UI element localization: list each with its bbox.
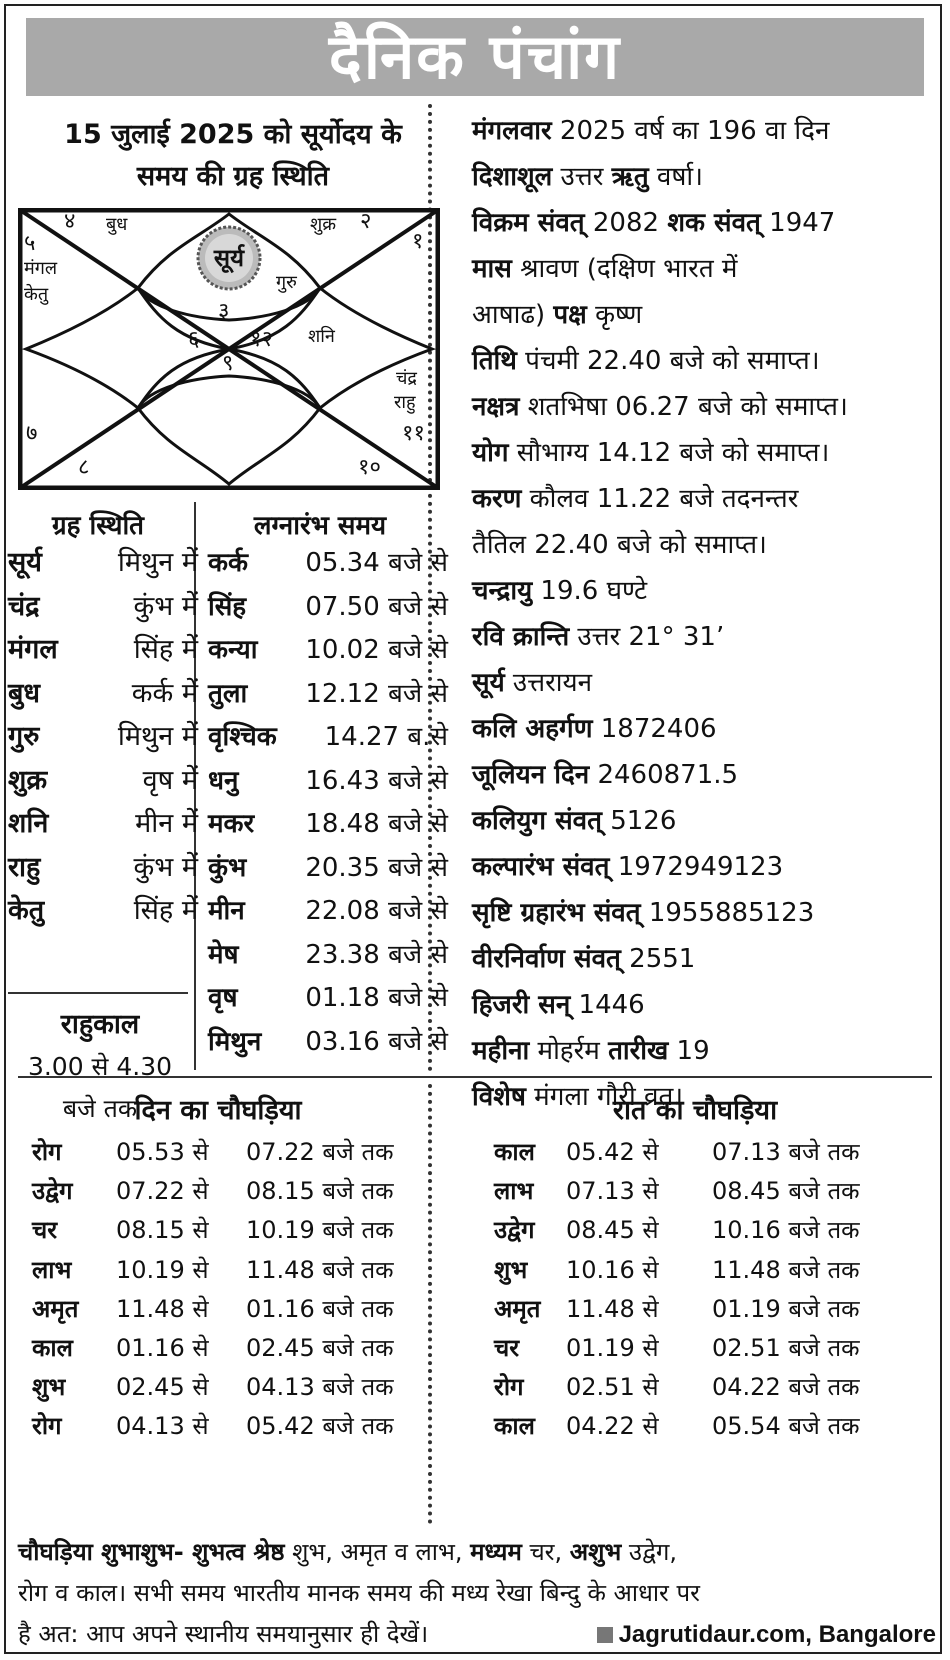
planet-name: गुरु <box>8 721 40 752</box>
info-value: 1947 <box>760 208 836 238</box>
info-value: कौलव 11.22 बजे तदनन्तर <box>521 484 799 514</box>
page-title: दैनिक पंचांग <box>328 20 622 93</box>
chaughadiya-to: 05.54 बजे तक <box>712 1412 860 1441</box>
rahukaal-time-line2: बजे तक <box>62 1094 138 1123</box>
lagna-row <box>208 845 448 891</box>
footer-credit <box>597 1614 936 1655</box>
chaughadiya-row <box>32 1210 452 1251</box>
info-label: नक्षत्र <box>472 392 520 422</box>
footer-text-2: चर, <box>521 1538 570 1566</box>
chaughadiya-row <box>32 1406 452 1447</box>
lagna-time: 12.12 बजे से <box>305 678 448 709</box>
lagna-row <box>208 1019 448 1065</box>
chaughadiya-name: रोग <box>32 1412 62 1441</box>
info-label: हिजरी सन् <box>472 990 571 1020</box>
lagna-rashi: वृष <box>208 983 238 1013</box>
lagna-row <box>208 627 448 673</box>
planet-row <box>8 845 198 891</box>
chaughadiya-to: 01.16 बजे तक <box>246 1294 394 1323</box>
chaughadiya-from: 05.42 से <box>566 1138 659 1166</box>
chaughadiya-to: 10.16 बजे तक <box>712 1216 860 1245</box>
info-value: 1955885123 <box>640 898 815 928</box>
info-line <box>472 1028 942 1074</box>
chaughadiya-row <box>494 1250 914 1291</box>
chaughadiya-name: रोग <box>32 1138 62 1166</box>
planet-sign: मिथुन में <box>117 547 198 578</box>
chaughadiya-name: लाभ <box>494 1177 534 1206</box>
info-line <box>472 338 942 384</box>
chaughadiya-from: 10.16 से <box>566 1255 659 1284</box>
planet-sign: कुंभ में <box>133 590 198 622</box>
chaughadiya-to: 02.45 बजे तक <box>246 1334 394 1362</box>
lagna-rashi: वृश्चिक <box>208 722 277 752</box>
lagna-rashi: कुंभ <box>208 852 247 883</box>
chaughadiya-to: 10.19 बजे तक <box>246 1216 394 1245</box>
info-label: पक्ष <box>553 300 587 330</box>
info-label: योग <box>472 438 509 468</box>
info-line <box>472 844 942 890</box>
info-value: कृष्ण <box>586 300 643 330</box>
info-line <box>472 798 942 844</box>
kundali-mangal: मंगल <box>24 258 58 279</box>
info-label: रवि क्रान्ति <box>472 622 570 652</box>
chaughadiya-from: 05.53 से <box>116 1138 209 1166</box>
planet-row <box>8 671 198 717</box>
kundali-rahu: राहु <box>394 392 416 413</box>
info-value: 1972949123 <box>609 852 784 882</box>
chaughadiya-name: चर <box>494 1334 520 1362</box>
chaughadiya-row <box>494 1406 914 1447</box>
chaughadiya-name: काल <box>494 1138 535 1166</box>
chaughadiya-name: काल <box>32 1334 73 1362</box>
planet-sign: सिंह में <box>133 895 198 926</box>
info-line <box>472 568 942 614</box>
info-value: पंचमी 22.40 बजे को समाप्त। <box>516 346 820 376</box>
planet-row <box>8 627 198 673</box>
kundali-house-2: २ <box>360 209 372 234</box>
chaughadiya-to: 08.15 बजे तक <box>246 1177 394 1206</box>
info-line <box>472 200 942 246</box>
info-value: 1446 <box>570 990 645 1020</box>
panchang-details <box>472 108 942 1120</box>
info-line <box>472 384 942 430</box>
chaughadiya-name: उद्वेग <box>32 1177 73 1206</box>
lagna-time: 07.50 बजे से <box>305 591 448 622</box>
info-label: कलियुग संवत् <box>472 806 602 836</box>
footer-line-3-text: है अत: आप अपने स्थानीय समयानुसार ही देखें। <box>18 1620 429 1648</box>
planet-sign: मिथुन में <box>117 721 198 752</box>
info-label: करण <box>472 484 522 514</box>
lagna-time: 16.43 बजे से <box>305 765 448 796</box>
planet-name: बुध <box>8 677 41 709</box>
chaughadiya-from: 04.22 से <box>566 1412 659 1441</box>
kundali-chart <box>18 208 440 490</box>
planet-name: सूर्य <box>8 547 42 578</box>
info-value: 2460871.5 <box>589 760 739 790</box>
chaughadiya-row <box>494 1367 914 1408</box>
planet-name: राहु <box>8 851 41 883</box>
footer-bold-1: चौघड़िया शुभाशुभ- शुभत्व श्रेष्ठ <box>18 1538 285 1566</box>
footer-text-3: उद्वेग, <box>621 1538 678 1566</box>
lagna-time: 10.02 बजे से <box>305 635 448 665</box>
lagna-row <box>208 714 448 760</box>
lagna-time: 20.35 बजे से <box>305 852 448 883</box>
chaughadiya-from: 01.16 से <box>116 1334 209 1362</box>
kundali-house-1: १ <box>412 229 424 254</box>
info-value: आषाढ) <box>472 300 554 330</box>
chaughadiya-row <box>32 1289 452 1330</box>
square-bullet-icon <box>597 1627 613 1643</box>
info-label: ऋतु <box>611 162 649 192</box>
footer-line-3 <box>18 1614 936 1655</box>
info-value: 1872406 <box>592 714 717 744</box>
footer-credit-text: Jagrutidaur.com, Bangalore <box>618 1621 936 1648</box>
chaughadiya-name: शुभ <box>494 1255 528 1284</box>
kundali-house-12: १२ <box>250 327 273 352</box>
chaughadiya-row <box>494 1328 914 1369</box>
footer-bold-2: मध्यम <box>470 1538 522 1566</box>
kundali-ketu: केतु <box>24 284 49 305</box>
chaughadiya-to: 08.45 बजे तक <box>712 1177 860 1206</box>
info-line <box>472 936 942 982</box>
kundali-guru: गुरु <box>276 272 297 293</box>
chaughadiya-from: 10.19 से <box>116 1255 209 1284</box>
lagna-row <box>208 758 448 804</box>
lagna-row <box>208 801 448 847</box>
info-value: 2551 <box>620 944 696 974</box>
kundali-shukra: शुक्र <box>310 214 337 235</box>
chaughadiya-name: रोग <box>494 1373 524 1402</box>
info-label: सूर्य <box>472 668 505 698</box>
chaughadiya-from: 11.48 से <box>566 1294 659 1323</box>
info-value: वर्षा। <box>648 162 703 192</box>
day-chaughadiya-heading: दिन का चौघड़िया <box>134 1095 302 1126</box>
info-label: वीरनिर्वाण संवत् <box>472 944 621 974</box>
lagna-rashi: मकर <box>208 809 255 839</box>
info-line <box>472 614 942 660</box>
kundali-budh: बुध <box>106 214 128 235</box>
info-line <box>472 154 942 200</box>
chaughadiya-row <box>494 1289 914 1330</box>
kundali-sun-label: सूर्य <box>213 244 245 272</box>
info-label: महीना <box>472 1036 530 1066</box>
info-value: उत्तर <box>552 162 612 192</box>
info-label: कल्पारंभ संवत् <box>472 852 610 882</box>
info-value: श्रावण (दक्षिण भारत में <box>511 254 738 284</box>
night-chaughadiya-heading: रात का चौघड़िया <box>612 1095 778 1126</box>
planet-row <box>8 714 198 760</box>
kundali-house-3: ३ <box>218 299 230 324</box>
kundali-house-8: ८ <box>78 455 90 480</box>
info-label: शक संवत् <box>667 208 761 238</box>
lagna-row <box>208 975 448 1021</box>
info-value: शतभिषा 06.27 बजे को समाप्त। <box>519 392 848 422</box>
lagna-rashi: मिथुन <box>208 1026 262 1057</box>
chaughadiya-row <box>32 1171 452 1212</box>
chaughadiya-name: चर <box>32 1216 58 1245</box>
chaughadiya-to: 01.19 बजे तक <box>712 1294 860 1323</box>
chaughadiya-to: 11.48 बजे तक <box>246 1255 394 1284</box>
chaughadiya-to: 11.48 बजे तक <box>712 1255 860 1284</box>
lagna-rashi: धनु <box>208 765 239 796</box>
info-value: सौभाग्य 14.12 बजे को समाप्त। <box>508 438 830 468</box>
rahukaal-divider <box>8 992 188 994</box>
info-value: तैतिल 22.40 बजे को समाप्त। <box>472 530 767 560</box>
lagna-rashi: सिंह <box>208 591 247 622</box>
chaughadiya-name: शुभ <box>32 1373 66 1402</box>
lagna-row <box>208 584 448 630</box>
kundali-chandra: चंद्र <box>396 368 417 389</box>
chaughadiya-to: 07.22 बजे तक <box>246 1138 394 1166</box>
planet-sign: वृष में <box>142 764 198 796</box>
chaughadiya-from: 07.13 से <box>566 1177 659 1206</box>
planet-name: शनि <box>8 808 49 839</box>
chaughadiya-to: 02.51 बजे तक <box>712 1334 860 1362</box>
info-value: मोहर्रम <box>529 1036 609 1066</box>
chaughadiya-from: 02.51 से <box>566 1373 659 1402</box>
chaughadiya-from: 01.19 से <box>566 1334 659 1362</box>
planet-sign: मीन में <box>135 808 198 839</box>
planet-name: शुक्र <box>8 764 48 796</box>
lagna-time: 05.34 बजे से <box>305 548 448 578</box>
chaughadiya-name: अमृत <box>32 1294 79 1323</box>
lagna-row <box>208 888 448 934</box>
info-line <box>472 982 942 1028</box>
info-label: तारीख <box>608 1036 669 1066</box>
footer-line-2: रोग व काल। सभी समय भारतीय मानक समय की मध्य रेखा बिन्दु के आधार पर <box>18 1579 700 1607</box>
info-line <box>472 706 942 752</box>
info-line <box>472 292 942 338</box>
planet-row <box>8 758 198 804</box>
sun-badge <box>198 227 260 289</box>
info-label: चन्द्रायु <box>472 576 533 606</box>
lagna-rashi: तुला <box>208 678 248 709</box>
kundali-shani: शनि <box>308 326 335 347</box>
footer-bold-3: अशुभ <box>569 1538 622 1566</box>
planets-heading: ग्रह स्थिति <box>51 511 145 541</box>
lagna-rashi: कन्या <box>208 635 258 665</box>
lagna-time: 01.18 बजे से <box>305 983 448 1013</box>
info-line <box>472 108 942 154</box>
lagna-rashi: मीन <box>208 896 245 926</box>
lagna-rashi: मेष <box>208 939 239 970</box>
info-value: 2082 <box>584 208 668 238</box>
info-line <box>472 476 942 522</box>
info-value: 19.6 घण्टे <box>532 576 648 606</box>
chaughadiya-row <box>494 1132 914 1173</box>
kundali-house-9: ९ <box>222 351 234 376</box>
info-value: मंगला गौरी व्रत। <box>525 1082 684 1112</box>
info-value: 2025 वर्ष का 196 वा दिन <box>551 116 830 146</box>
chaughadiya-row <box>32 1367 452 1408</box>
info-label: मास <box>472 254 512 284</box>
lagna-row <box>208 540 448 586</box>
graha-heading <box>18 114 448 198</box>
chaughadiya-from: 08.15 से <box>116 1216 209 1245</box>
info-label: सृष्टि ग्रहारंभ संवत् <box>472 898 641 928</box>
chaughadiya-name: काल <box>494 1412 535 1441</box>
planet-row <box>8 584 198 630</box>
kundali-house-10: १० <box>358 455 381 480</box>
chaughadiya-name: अमृत <box>494 1294 541 1323</box>
info-label: दिशाशूल <box>472 162 553 192</box>
lagna-time: 22.08 बजे से <box>305 896 448 926</box>
footer-line-1 <box>18 1532 936 1573</box>
lagna-time: 03.16 बजे से <box>305 1026 448 1057</box>
planet-name: मंगल <box>8 634 58 665</box>
graha-heading-line1: 15 जुलाई 2025 को सूर्योदय के <box>64 119 402 150</box>
chaughadiya-from: 08.45 से <box>566 1216 659 1245</box>
rahukaal-time-line1: 3.00 से 4.30 <box>27 1052 173 1081</box>
lagna-time: 23.38 बजे से <box>305 939 448 970</box>
chaughadiya-to: 05.42 बजे तक <box>246 1412 394 1441</box>
chaughadiya-to: 07.13 बजे तक <box>712 1138 860 1166</box>
info-line <box>472 246 942 292</box>
chaughadiya-row <box>32 1328 452 1369</box>
chaughadiya-row <box>494 1210 914 1251</box>
chaughadiya-from: 02.45 से <box>116 1373 209 1402</box>
chaughadiya-name: लाभ <box>32 1255 72 1284</box>
kundali-house-11: ११ <box>402 421 425 446</box>
info-line <box>472 430 942 476</box>
footer-note <box>18 1532 936 1655</box>
info-value: 19 <box>668 1036 710 1066</box>
lagna-row <box>208 932 448 978</box>
chaughadiya-to: 04.22 बजे तक <box>712 1373 860 1402</box>
chaughadiya-from: 04.13 से <box>116 1412 209 1441</box>
lagna-time: 14.27 ब.से <box>324 722 448 752</box>
chaughadiya-from: 07.22 से <box>116 1177 209 1206</box>
planet-sign: सिंह में <box>133 634 198 665</box>
chaughadiya-name: उद्वेग <box>494 1216 535 1245</box>
planet-sign: कर्क में <box>131 677 198 709</box>
planet-name: केतु <box>8 895 45 926</box>
info-label: मंगलवार <box>472 116 552 146</box>
title-banner <box>26 18 924 96</box>
kundali-house-5: ५ <box>24 231 36 256</box>
info-line <box>472 752 942 798</box>
lagna-heading: लग्नारंभ समय <box>253 511 387 541</box>
chaughadiya-row <box>32 1250 452 1291</box>
planet-row <box>8 888 198 934</box>
info-line <box>472 890 942 936</box>
info-label: कलि अहर्गण <box>472 714 593 744</box>
rahukaal-title: राहुकाल <box>60 1009 140 1040</box>
kundali-house-6: ६ <box>188 327 200 352</box>
footer-text-1: शुभ, अमृत व लाभ, <box>284 1538 471 1566</box>
kundali-house-4: ४ <box>64 209 76 234</box>
lagna-row <box>208 671 448 717</box>
chaughadiya-row <box>32 1132 452 1173</box>
info-label: तिथि <box>472 346 517 376</box>
planet-row <box>8 801 198 847</box>
chaughadiya-from: 11.48 से <box>116 1294 209 1323</box>
info-value: उत्तर 21° 31’ <box>569 622 725 652</box>
lagna-time: 18.48 बजे से <box>305 809 448 839</box>
kundali-house-7: ७ <box>26 421 38 446</box>
info-label: विशेष <box>472 1082 526 1112</box>
graha-heading-line2: समय की ग्रह स्थिति <box>136 161 330 192</box>
info-value: उत्तरायन <box>504 668 593 698</box>
info-line <box>472 660 942 706</box>
planet-row <box>8 540 198 586</box>
lagna-rashi: कर्क <box>208 548 248 578</box>
info-line <box>472 522 942 568</box>
chaughadiya-to: 04.13 बजे तक <box>246 1373 394 1402</box>
info-value: 5126 <box>601 806 677 836</box>
planet-name: चंद्र <box>8 590 40 622</box>
planet-sign: कुंभ में <box>133 851 198 883</box>
info-label: जूलियन दिन <box>472 760 590 790</box>
chaughadiya-row <box>494 1171 914 1212</box>
info-label: विक्रम संवत् <box>472 208 585 238</box>
